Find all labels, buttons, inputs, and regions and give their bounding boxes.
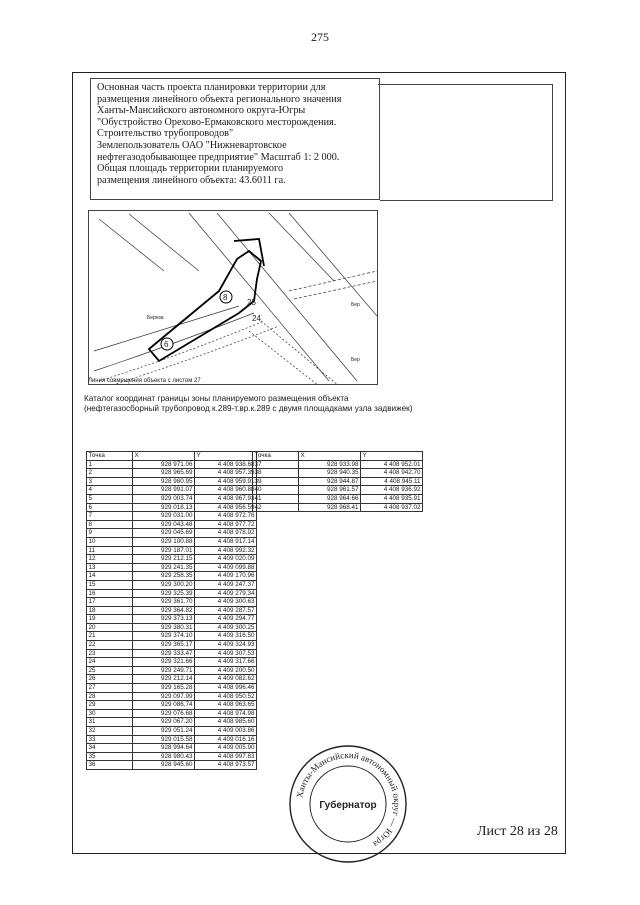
x-cell: 928 994.64 xyxy=(133,744,195,753)
x-cell: 929 300.20 xyxy=(133,580,195,589)
x-cell: 929 365.17 xyxy=(133,641,195,650)
x-cell: 929 249.71 xyxy=(133,666,195,675)
point-cell: 32 xyxy=(87,727,133,736)
y-cell: 4 408 959.91 xyxy=(195,477,257,486)
table-row xyxy=(87,666,257,675)
point-cell: 11 xyxy=(87,546,133,555)
point-cell: 24 xyxy=(87,658,133,667)
table-row xyxy=(87,469,257,478)
table-row xyxy=(253,503,423,512)
x-cell: 928 945.60 xyxy=(133,761,195,770)
point-cell: 6 xyxy=(87,503,133,512)
y-cell: 4 409 005.90 xyxy=(195,744,257,753)
y-cell: 4 408 950.52 xyxy=(195,692,257,701)
table-row xyxy=(87,649,257,658)
table-row xyxy=(253,494,423,503)
y-cell: 4 408 963.65 xyxy=(195,701,257,710)
point-cell: 15 xyxy=(87,580,133,589)
point-cell: 5 xyxy=(87,494,133,503)
y-cell: 4 409 300.25 xyxy=(195,623,257,632)
table-row xyxy=(87,572,257,581)
column-header-point: Точка xyxy=(87,452,133,461)
table-row xyxy=(87,486,257,495)
table-row xyxy=(87,718,257,727)
y-cell: 4 408 936.92 xyxy=(361,486,423,495)
x-cell: 929 321.66 xyxy=(133,658,195,667)
x-cell: 929 086.74 xyxy=(133,701,195,710)
point-cell: 20 xyxy=(87,623,133,632)
x-cell: 929 015.58 xyxy=(133,735,195,744)
point-cell: 22 xyxy=(87,641,133,650)
title-line: нефтегазодобывающее предприятие" Масштаб 1: 2 000. xyxy=(97,151,340,163)
point-cell: 34 xyxy=(87,744,133,753)
title-line: Общая площадь территории планируемого xyxy=(97,163,284,175)
x-cell: 929 364.82 xyxy=(133,606,195,615)
x-cell: 929 076.68 xyxy=(133,709,195,718)
boundary-line xyxy=(294,281,377,299)
table-row xyxy=(87,546,257,555)
title-line: размещения линейного объекта регионального значения xyxy=(97,93,342,105)
y-cell: 4 408 996.46 xyxy=(195,684,257,693)
table-row xyxy=(87,727,257,736)
point-cell: 2 xyxy=(87,469,133,478)
x-cell: 929 067.20 xyxy=(133,718,195,727)
title-line: Основная часть проекта планировки территории для xyxy=(97,82,326,93)
y-cell: 4 408 977.72 xyxy=(195,520,257,529)
y-cell: 4 408 945.11 xyxy=(361,477,423,486)
point-cell: 1 xyxy=(87,460,133,469)
y-cell: 4 409 300.63 xyxy=(195,598,257,607)
y-cell: 4 408 935.91 xyxy=(361,494,423,503)
x-cell: 929 212.14 xyxy=(133,675,195,684)
table-row xyxy=(87,563,257,572)
point-cell: 4 xyxy=(87,486,133,495)
x-cell: 928 944.87 xyxy=(299,477,361,486)
point-cell: 28 xyxy=(87,692,133,701)
table-header-row xyxy=(253,452,423,461)
y-cell: 4 409 307.53 xyxy=(195,649,257,658)
table-row xyxy=(87,503,257,512)
boundary-line xyxy=(261,321,339,385)
x-cell: 928 940.35 xyxy=(299,469,361,478)
point-cell: 42 xyxy=(253,503,299,512)
road-edge-line xyxy=(129,214,199,271)
page-number: 275 xyxy=(311,30,329,44)
y-cell: 4 409 279.34 xyxy=(195,589,257,598)
point-cell: 29 xyxy=(87,701,133,710)
y-cell: 4 409 287.57 xyxy=(195,606,257,615)
y-cell: 4 409 324.93 xyxy=(195,641,257,650)
seal-ring-text: Ханты-Мансийский автономный округ — Югра xyxy=(294,749,403,850)
y-cell: 4 409 003.86 xyxy=(195,727,257,736)
table-row xyxy=(87,744,257,753)
table-row xyxy=(87,494,257,503)
x-cell: 928 964.66 xyxy=(299,494,361,503)
valve-site-boundary xyxy=(234,239,264,266)
x-cell: 929 325.39 xyxy=(133,589,195,598)
point-cell: 12 xyxy=(87,555,133,564)
coordinates-table-right xyxy=(252,451,423,512)
title-line: "Обустройство Орехово-Ермаковского месторождения. xyxy=(97,116,337,128)
map-label: 8 xyxy=(223,293,228,302)
table-row xyxy=(87,761,257,770)
table-row xyxy=(87,641,257,650)
y-cell: 4 408 985.60 xyxy=(195,718,257,727)
point-cell: 25 xyxy=(87,666,133,675)
map-label: Бер xyxy=(351,302,360,308)
column-header-y: Y xyxy=(361,452,423,461)
y-cell: 4 409 082.62 xyxy=(195,675,257,684)
y-cell: 4 408 937.02 xyxy=(361,503,423,512)
point-cell: 16 xyxy=(87,589,133,598)
table-row xyxy=(87,477,257,486)
point-cell: 31 xyxy=(87,718,133,727)
table-row xyxy=(87,701,257,710)
x-cell: 928 965.69 xyxy=(133,469,195,478)
x-cell: 928 933.98 xyxy=(299,460,361,469)
y-cell: 4 408 960.88 xyxy=(195,486,257,495)
point-cell: 9 xyxy=(87,529,133,538)
catalog-title-line: (нефтегазосборный трубопровод к.289-т.вр.к.289 с двумя площадками узла задвижек) xyxy=(84,404,413,413)
point-cell: 17 xyxy=(87,598,133,607)
x-cell: 929 333.47 xyxy=(133,649,195,658)
y-cell: 4 409 294.77 xyxy=(195,615,257,624)
y-cell: 4 408 967.93 xyxy=(195,494,257,503)
x-cell: 929 165.28 xyxy=(133,684,195,693)
table-row xyxy=(253,469,423,478)
column-header-y: Y xyxy=(195,452,257,461)
governor-seal-stamp xyxy=(286,742,410,866)
project-title-block xyxy=(90,78,380,200)
title-line: размещения линейного объекта: 43.6011 га. xyxy=(97,174,286,186)
column-header-x: X xyxy=(133,452,195,461)
point-cell: 27 xyxy=(87,684,133,693)
boundary-line xyxy=(249,331,319,385)
x-cell: 929 258.35 xyxy=(133,572,195,581)
point-cell: 41 xyxy=(253,494,299,503)
y-cell: 4 409 016.16 xyxy=(195,735,257,744)
point-cell: 14 xyxy=(87,572,133,581)
title-line: Строительство трубопроводов" xyxy=(97,128,234,140)
x-cell: 929 051.24 xyxy=(133,727,195,736)
table-row xyxy=(87,615,257,624)
x-cell: 928 991.07 xyxy=(133,486,195,495)
point-cell: 23 xyxy=(87,649,133,658)
y-cell: 4 409 099.88 xyxy=(195,563,257,572)
y-cell: 4 409 317.66 xyxy=(195,658,257,667)
x-cell: 928 980.43 xyxy=(133,752,195,761)
y-cell: 4 409 170.96 xyxy=(195,572,257,581)
map-label: Бер xyxy=(351,357,360,363)
pipeline-corridor xyxy=(94,313,254,371)
table-row xyxy=(87,684,257,693)
point-cell: 30 xyxy=(87,709,133,718)
road-edge-line xyxy=(217,213,357,381)
point-cell: 10 xyxy=(87,537,133,546)
x-cell: 929 031.00 xyxy=(133,512,195,521)
title-line: Землепользователь ОАО "Нижневартовское xyxy=(97,139,287,151)
x-cell: 928 968.41 xyxy=(299,503,361,512)
map-label: 24 xyxy=(252,314,261,323)
x-cell: 929 373.13 xyxy=(133,615,195,624)
point-cell: 39 xyxy=(253,477,299,486)
table-row xyxy=(253,477,423,486)
table-row xyxy=(87,537,257,546)
y-cell: 4 408 957.39 xyxy=(195,469,257,478)
x-cell: 929 018.13 xyxy=(133,503,195,512)
point-cell: 7 xyxy=(87,512,133,521)
seal-center-text: Губернатор xyxy=(319,800,377,811)
x-cell: 929 241.35 xyxy=(133,563,195,572)
y-cell: 4 408 942.70 xyxy=(361,469,423,478)
x-cell: 929 212.15 xyxy=(133,555,195,564)
table-row xyxy=(87,555,257,564)
y-cell: 4 408 973.57 xyxy=(195,761,257,770)
catalog-title-line: Каталог координат границы зоны планируемого размещения объекта xyxy=(84,394,349,403)
y-cell: 4 408 992.32 xyxy=(195,546,257,555)
x-cell: 928 980.95 xyxy=(133,477,195,486)
y-cell: 4 408 952.01 xyxy=(361,460,423,469)
x-cell: 929 043.48 xyxy=(133,520,195,529)
y-cell: 4 408 972.76 xyxy=(195,512,257,521)
sheet-number: Лист 28 из 28 xyxy=(477,824,558,839)
catalog-title xyxy=(84,394,412,414)
x-cell: 928 971.06 xyxy=(133,460,195,469)
y-cell: 4 409 200.50 xyxy=(195,666,257,675)
x-cell: 929 361.70 xyxy=(133,598,195,607)
title-line: Ханты-Мансийского автономного округа-Югры xyxy=(97,105,306,117)
table-row xyxy=(87,752,257,761)
table-row xyxy=(87,606,257,615)
table-row xyxy=(87,529,257,538)
point-cell: 35 xyxy=(87,752,133,761)
road-edge-line xyxy=(269,213,334,281)
map-label: 6 xyxy=(164,340,169,349)
y-cell: 4 408 974.98 xyxy=(195,709,257,718)
point-cell: 40 xyxy=(253,486,299,495)
x-cell: 928 961.57 xyxy=(299,486,361,495)
x-cell: 929 187.01 xyxy=(133,546,195,555)
point-cell: 8 xyxy=(87,520,133,529)
table-row xyxy=(87,598,257,607)
table-row xyxy=(87,632,257,641)
table-row xyxy=(87,675,257,684)
table-row xyxy=(87,658,257,667)
point-cell: 3 xyxy=(87,477,133,486)
road-edge-line xyxy=(99,219,164,271)
boundary-line xyxy=(289,271,377,291)
x-cell: 929 097.99 xyxy=(133,692,195,701)
map-caption: Линия совмещения объекта с листом 27 xyxy=(88,378,201,384)
table-row xyxy=(87,460,257,469)
y-cell: 4 408 938.68 xyxy=(195,460,257,469)
point-cell: 37 xyxy=(253,460,299,469)
table-row xyxy=(253,486,423,495)
pipeline-corridor xyxy=(99,321,264,381)
point-cell: 13 xyxy=(87,563,133,572)
x-cell: 929 003.74 xyxy=(133,494,195,503)
table-header-row xyxy=(87,452,257,461)
point-cell: 36 xyxy=(87,761,133,770)
y-cell: 4 408 917.14 xyxy=(195,537,257,546)
y-cell: 4 409 247.37 xyxy=(195,580,257,589)
point-cell: 21 xyxy=(87,632,133,641)
point-cell: 26 xyxy=(87,675,133,684)
y-cell: 4 408 978.92 xyxy=(195,529,257,538)
map-label: 25 xyxy=(247,298,256,307)
table-row xyxy=(87,520,257,529)
coordinates-table-left xyxy=(86,451,257,770)
column-header-x: X xyxy=(299,452,361,461)
x-cell: 929 100.88 xyxy=(133,537,195,546)
table-row xyxy=(87,735,257,744)
point-cell: 33 xyxy=(87,735,133,744)
y-cell: 4 409 316.50 xyxy=(195,632,257,641)
table-row xyxy=(87,709,257,718)
table-row xyxy=(87,623,257,632)
table-row xyxy=(87,512,257,521)
x-cell: 929 045.69 xyxy=(133,529,195,538)
point-cell: 18 xyxy=(87,606,133,615)
table-row xyxy=(87,589,257,598)
x-cell: 929 374.10 xyxy=(133,632,195,641)
y-cell: 4 408 956.59 xyxy=(195,503,257,512)
site-plan-drawing xyxy=(89,211,378,385)
column-header-point: Точка xyxy=(253,452,299,461)
title-block-extension xyxy=(380,84,553,201)
table-row xyxy=(87,692,257,701)
point-cell: 19 xyxy=(87,615,133,624)
site-plan-map xyxy=(88,210,378,385)
table-row xyxy=(253,460,423,469)
road-edge-line xyxy=(289,213,377,316)
table-row xyxy=(87,580,257,589)
y-cell: 4 409 020.09 xyxy=(195,555,257,564)
map-label: Береза xyxy=(147,315,164,321)
x-cell: 929 380.31 xyxy=(133,623,195,632)
point-cell: 38 xyxy=(253,469,299,478)
y-cell: 4 408 997.83 xyxy=(195,752,257,761)
